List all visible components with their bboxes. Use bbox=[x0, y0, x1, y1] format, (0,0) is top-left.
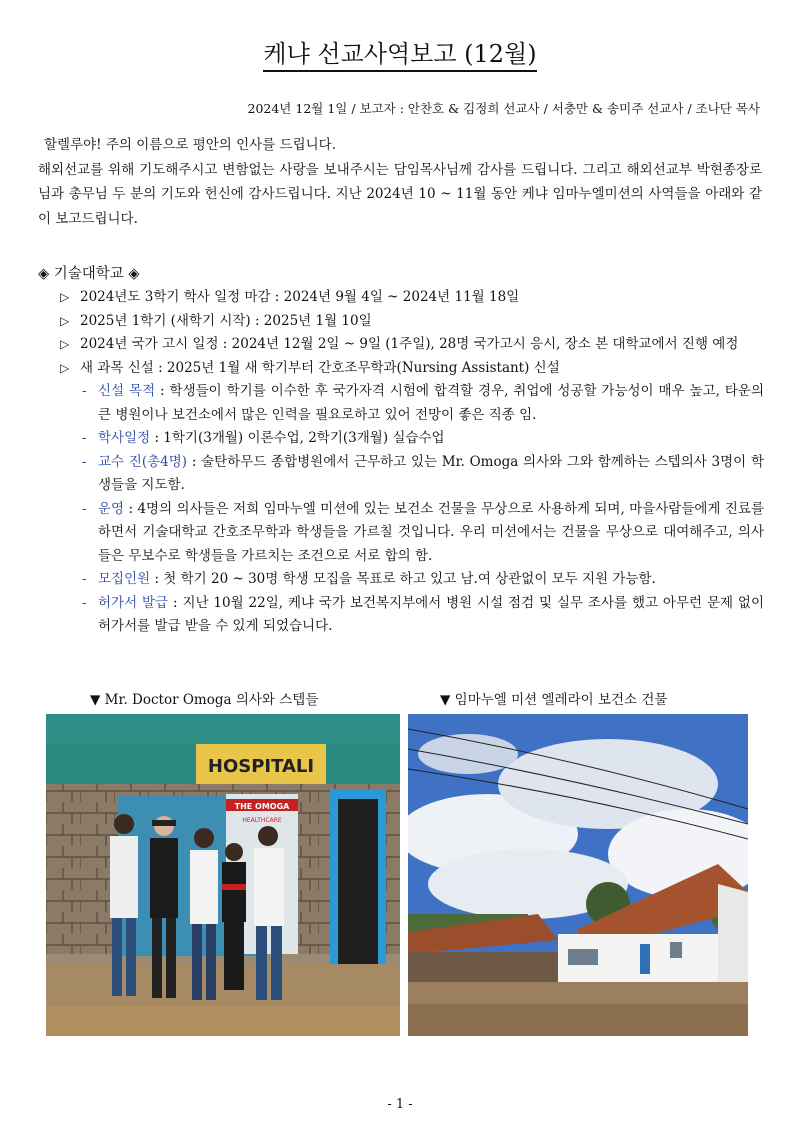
photo-doctors bbox=[46, 714, 400, 1036]
list-item bbox=[60, 357, 764, 381]
sub-item-faculty bbox=[60, 451, 764, 498]
sub-item-text: : 첫 학기 20 ~ 30명 학생 모집을 목표로 하고 있고 남.여 상관없이 모두 지원 가능함. bbox=[150, 571, 656, 587]
sub-item-license bbox=[60, 592, 764, 639]
diamond-icon: ◈ bbox=[128, 266, 140, 282]
list-item bbox=[60, 310, 764, 334]
list-item-text: 2024년 국가 고시 일정 : 2024년 12월 2일 ~ 9일 (1주일), 28명 국가고시 응시, 장소 본 대학교에서 진행 예정 bbox=[80, 336, 739, 352]
dash-bullet: - bbox=[82, 453, 87, 470]
sub-item-schedule bbox=[60, 427, 764, 451]
page-number: - 1 - bbox=[387, 1097, 413, 1112]
sub-item-label: 허가서 발급 bbox=[98, 594, 169, 611]
report-title bbox=[0, 34, 800, 69]
poster-subtitle-text: HEALTHCARE bbox=[242, 817, 282, 824]
sub-item-label: 교수 진(총4명) bbox=[98, 453, 188, 470]
sub-item-text: : 학생들이 학기를 이수한 후 국가자격 시험에 합격할 경우, 취업에 성공할 가능성이 매우 높고, 타운의 큰 병원이나 보건소에서 많은 인력을 필요로하고 있어 전망이 좋은 직종 임. bbox=[98, 383, 764, 423]
list-item-text: 2024년도 3학기 학사 일정 마감 : 2024년 9월 4일 ~ 2024년 11월 18일 bbox=[80, 289, 520, 305]
poster-title-text: THE OMOGA bbox=[234, 802, 290, 811]
sub-item-text: : 1학기(3개월) 이론수업, 2학기(3개월) 실습수업 bbox=[150, 430, 445, 446]
photo-clinic-illustration bbox=[408, 714, 748, 1036]
sub-item-text: : 술탄하무드 종합병원에서 근무하고 있는 Mr. Omoga 의사와 그와 함께하는 스텝의사 3명이 학생들을 지도함. bbox=[98, 453, 764, 493]
diamond-icon: ◈ bbox=[38, 266, 50, 282]
sub-item-purpose bbox=[60, 380, 764, 427]
report-meta: 2024년 12월 1일 / 보고자 : 안찬호 & 김정희 선교사 / 서충만 & 송미주 선교사 / 조나단 목사 bbox=[247, 101, 760, 116]
dash-bullet: - bbox=[82, 430, 87, 446]
hospital-sign-text: HOSPITALI bbox=[207, 756, 315, 777]
sub-item-recruitment bbox=[60, 568, 764, 592]
triangle-bullet-icon: ▷ bbox=[60, 337, 70, 351]
photo-caption-clinic: ▼ 임마누엘 미션 엘레라이 보건소 건물 bbox=[440, 692, 668, 708]
section-heading bbox=[38, 262, 140, 283]
sub-item-text: : 지난 10월 22일, 케냐 국가 보건복지부에서 병원 시설 점검 및 실무 조사를 했고 아무런 문제 없이 허가서를 발급 받을 수 있게 되었습니다. bbox=[98, 594, 765, 634]
list-item bbox=[60, 286, 764, 310]
triangle-bullet-icon: ▷ bbox=[60, 290, 70, 304]
sub-item-label: 운영 bbox=[98, 500, 125, 517]
dash-bullet: - bbox=[82, 571, 87, 587]
section-title: 기술대학교 bbox=[53, 266, 124, 282]
sub-item-label: 신설 목적 bbox=[98, 383, 156, 399]
section-list bbox=[60, 286, 764, 639]
dash-bullet: - bbox=[82, 594, 87, 611]
intro-greeting: 할렐루야! 주의 이름으로 평안의 인사를 드립니다. bbox=[44, 137, 336, 153]
sub-item-operation bbox=[60, 498, 764, 569]
dash-bullet: - bbox=[82, 383, 87, 399]
triangle-bullet-icon: ▷ bbox=[60, 313, 70, 328]
sub-item-label: 학사일정 bbox=[98, 430, 151, 446]
list-item bbox=[60, 333, 764, 357]
intro-body: 해외선교를 위해 기도해주시고 변함없는 사랑을 보내주시는 담임목사님께 감사를 드립니다. 그리고 해외선교부 박현종장로님과 총무님 두 분의 기도와 헌신에 감사드립니다. 지난 2024년 10 ~ 11월 동안 케냐 임마누엘미션의 사역들을 아래와 같이 보고드립니다. bbox=[38, 161, 762, 227]
sub-item-label: 모집인원 bbox=[98, 571, 151, 587]
photo-doctors-illustration bbox=[46, 714, 400, 1036]
list-item-text: 2025년 1학기 (새학기 시작) : 2025년 1월 10일 bbox=[80, 312, 372, 329]
triangle-bullet-icon: ▷ bbox=[60, 360, 70, 375]
intro-section bbox=[38, 133, 762, 231]
report-title-text: 케냐 선교사역보고 (12월) bbox=[263, 40, 536, 72]
photo-clinic bbox=[408, 714, 748, 1036]
sub-item-text: : 4명의 의사들은 저희 임마누엘 미션에 있는 보건소 건물을 무상으로 사용하게 되며, 마을사람들에게 진료를 하면서 기술대학교 간호조무학과 학생들을 가르칠 것입니다. 우리 미션에서는 건물을 무상으로 대여해주고, 의사들은 무보수로 학생들을 가르치는 조건으로 서로 합의 함. bbox=[98, 500, 764, 564]
dash-bullet: - bbox=[82, 500, 87, 517]
list-item-text: 새 과목 신설 : 2025년 1월 새 학기부터 간호조무학과(Nursing Assistant) 신설 bbox=[80, 359, 560, 376]
photo-caption-doctors: ▼ Mr. Doctor Omoga 의사와 스텝들 bbox=[90, 692, 319, 708]
